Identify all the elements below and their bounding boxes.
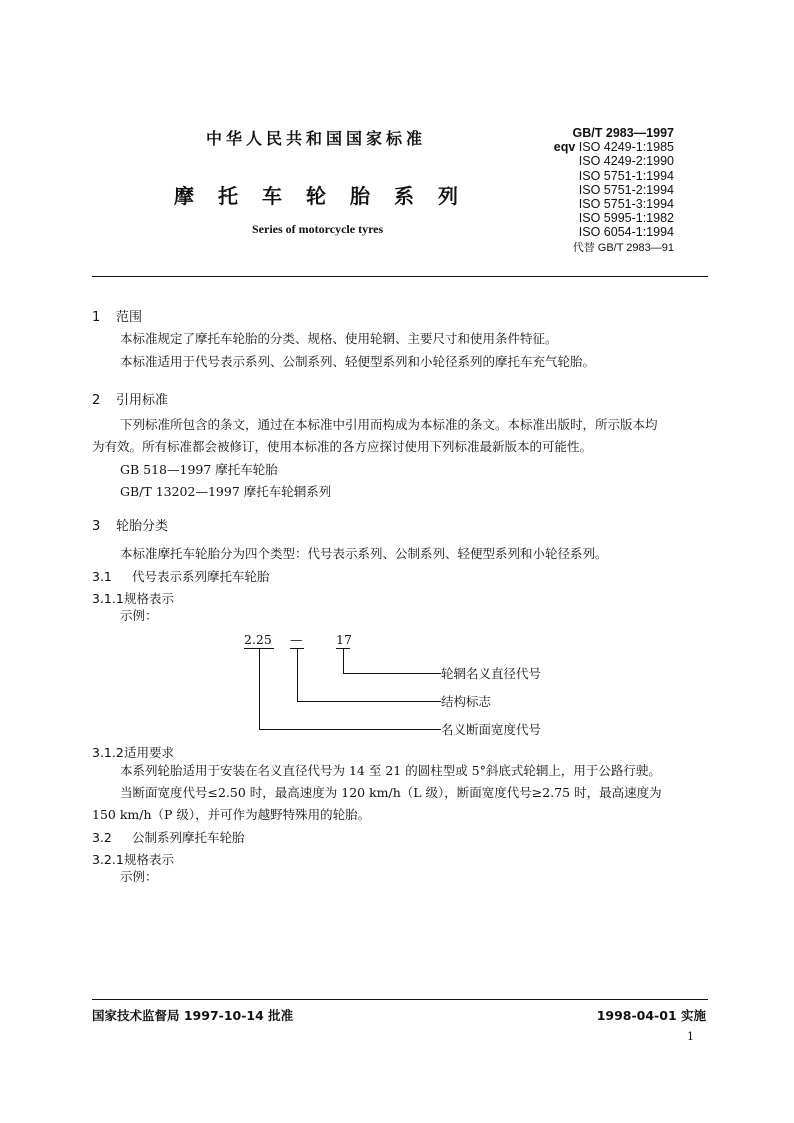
- paragraph: 本系列轮胎适用于安装在名义直径代号为 14 至 21 的圆柱型或 5°斜底式轮辋上，用于公路行驶。: [120, 763, 661, 778]
- section-2-heading: 2 引用标准: [92, 393, 169, 408]
- code-line: ISO 5751-2:1994: [578, 182, 674, 197]
- leader-line: [297, 701, 441, 702]
- label-rim-diameter: 轮辋名义直径代号: [441, 666, 542, 681]
- section-3-1-1-heading: 3.1.1规格表示: [92, 591, 175, 606]
- paragraph: 为有效。所有标准都会被修订，使用本标准的各方应探讨使用下列标准最新版本的可能性。: [92, 439, 593, 454]
- approval-note: 国家技术监督局 1997-10-14 批准: [92, 1008, 294, 1023]
- leader-line: [259, 648, 260, 729]
- standard-codes: [554, 126, 674, 255]
- structure-dash: —: [290, 632, 303, 647]
- section-3-2-1-heading: 3.2.1规格表示: [92, 852, 175, 867]
- code-line: ISO 5751-1:1994: [578, 168, 674, 183]
- code-line: ISO 5995-1:1982: [578, 211, 674, 226]
- code-line: GB/T 2983—1997: [572, 126, 674, 140]
- label-structure: 结构标志: [441, 694, 492, 709]
- paragraph: 下列标准所包含的条文，通过在本标准中引用而构成为本标准的条文。本标准出版时，所示版本均: [120, 417, 658, 432]
- label-section-width: 名义断面宽度代号: [441, 722, 542, 737]
- section-1-heading: 1 范围: [92, 310, 143, 325]
- example-label: 示例：: [120, 869, 158, 884]
- leader-line: [343, 673, 441, 674]
- width-code: 2.25: [244, 632, 272, 647]
- leader-line: [343, 648, 344, 673]
- english-title: Series of motorcycle tyres: [252, 222, 384, 236]
- section-3-2-heading: 3.2 公制系列摩托车轮胎: [92, 830, 245, 845]
- reference: GB 518—1997 摩托车轮胎: [120, 462, 278, 477]
- section-3-1-heading: 3.1 代号表示系列摩托车轮胎: [92, 569, 270, 584]
- paragraph: 150 km/h（P 级），并可作为越野特殊用的轮胎。: [92, 807, 371, 822]
- paragraph: 本标准摩托车轮胎分为四个类型：代号表示系列、公制系列、轻便型系列和小轮径系列。: [120, 546, 608, 561]
- example-label: 示例：: [120, 608, 158, 623]
- section-3-heading: 3 轮胎分类: [92, 519, 169, 534]
- code-line: ISO 5751-3:1994: [578, 197, 674, 212]
- code-line: ISO 4249-2:1990: [578, 154, 674, 169]
- reference: GB/T 13202—1997 摩托车轮辋系列: [120, 484, 332, 499]
- replaces-note: 代替 GB/T 2983—91: [572, 241, 674, 254]
- code-line: ISO 6054-1:1994: [578, 225, 674, 240]
- page-number: 1: [687, 1030, 694, 1043]
- leader-line: [259, 729, 441, 730]
- section-3-1-2-heading: 3.1.2适用要求: [92, 745, 175, 760]
- paragraph: 本标准适用于代号表示系列、公制系列、轻便型系列和小轮径系列的摩托车充气轮胎。: [120, 354, 596, 369]
- header-divider: [92, 276, 708, 277]
- document-title: 摩托车轮胎系列: [174, 184, 482, 208]
- paragraph: 当断面宽度代号≤2.50 时，最高速度为 120 km/h（L 级），断面宽度代号≥2.75 时，最高速度为: [120, 785, 662, 800]
- rim-code: 17: [336, 632, 352, 647]
- footer-divider: [92, 999, 708, 1000]
- code-line: eqv ISO 4249-1:1985: [553, 140, 674, 155]
- paragraph: 本标准规定了摩托车轮胎的分类、规格、使用轮辋、主要尺寸和使用条件特征。: [120, 331, 558, 346]
- standard-title: 中华人民共和国国家标准: [206, 129, 427, 148]
- implementation-date: 1998-04-01 实施: [596, 1008, 706, 1023]
- leader-line: [297, 648, 298, 701]
